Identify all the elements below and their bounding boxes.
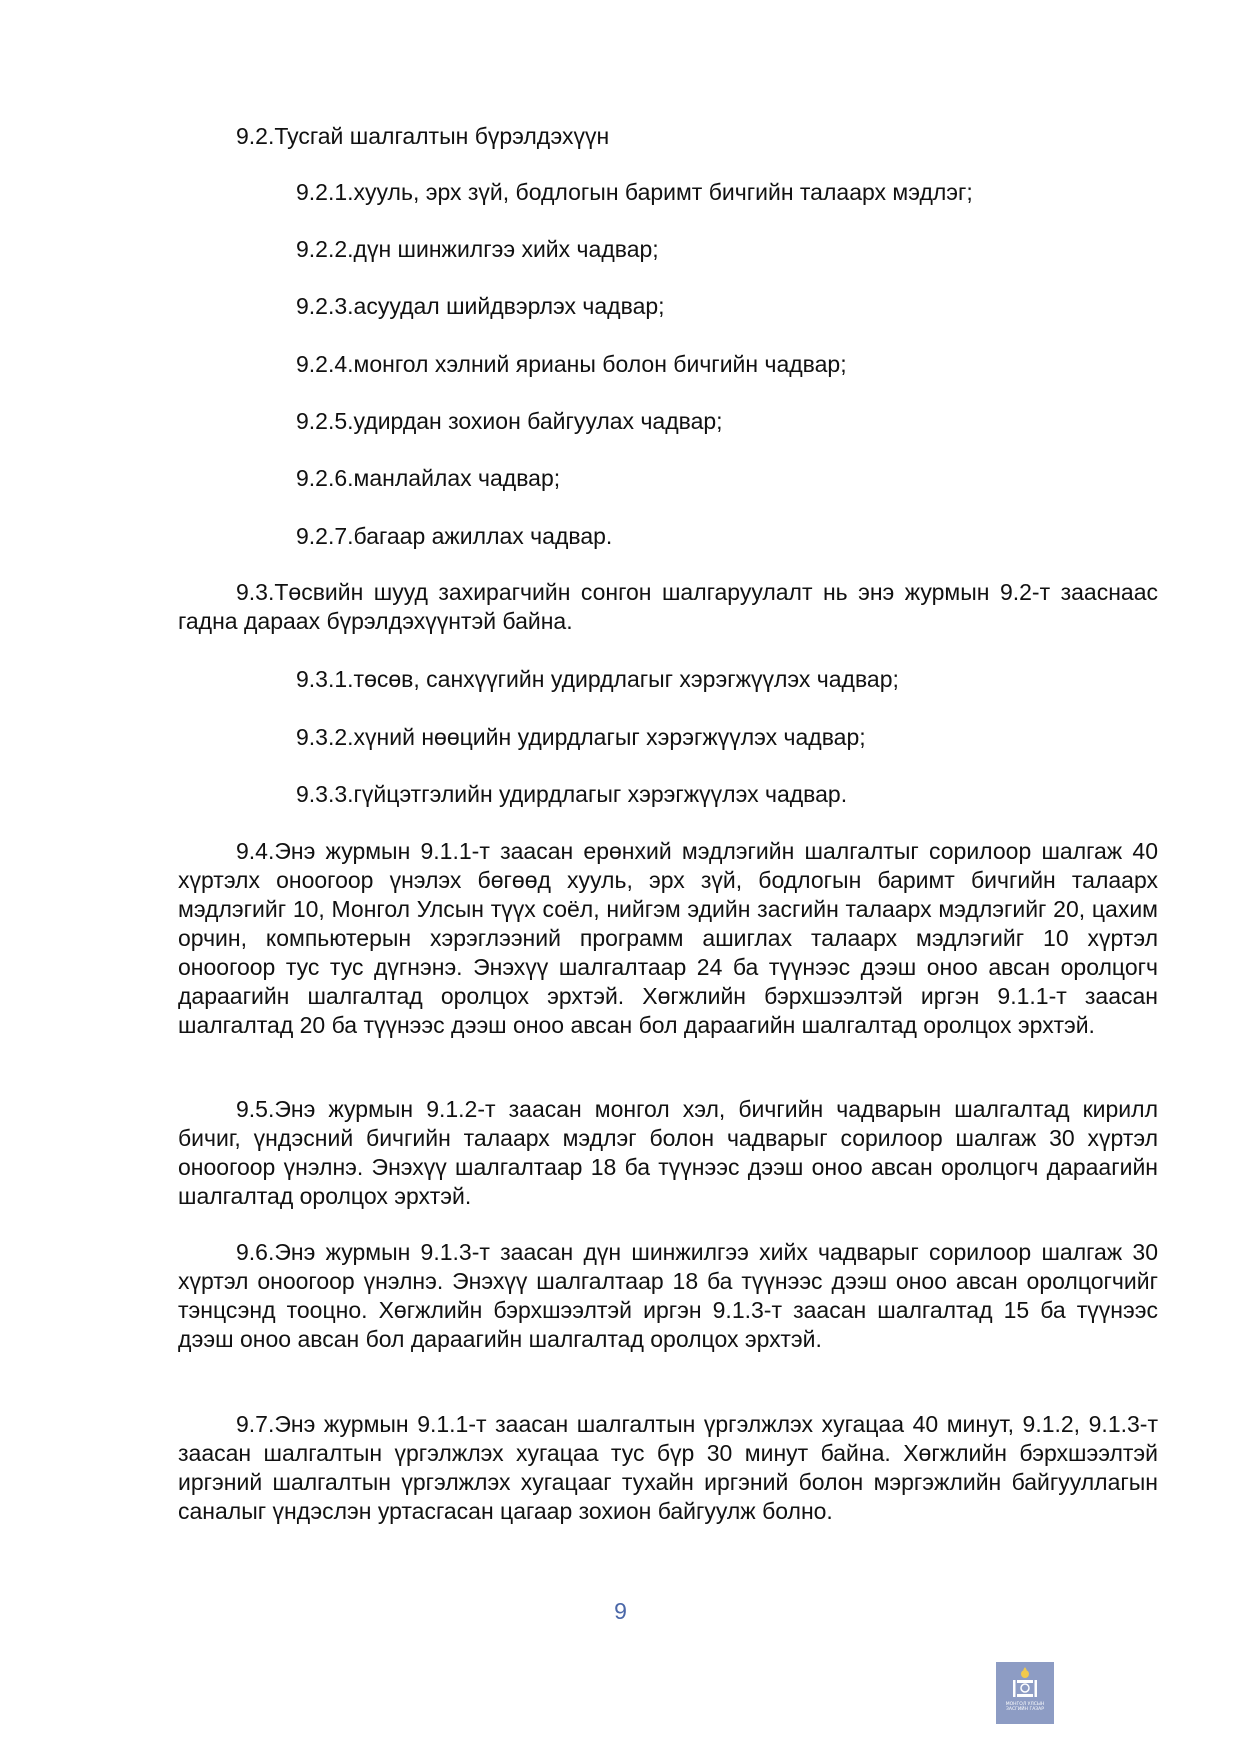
list-item-9-2-1: 9.2.1.хууль, эрх зүй, бодлогын баримт бичгийн талаарх мэдлэг;: [296, 179, 973, 205]
list-item-9-2-6: 9.2.6.манлайлах чадвар;: [296, 465, 561, 491]
paragraph-9-7: 9.7.Энэ журмын 9.1.1-т заасан шалгалтын үргэлжлэх хугацаа 40 минут, 9.1.2, 9.1.3-т заасан шалгалтын үргэлжлэх хугацаа тус бүр 30 минут байна. Хөгжлийн бэрхшээлтэй иргэний шалгалтын үргэлжлэх хугацааг тухайн иргэний болон мэргэжлийн байгууллагын саналыг үндэслэн уртасгасан цагаар зохион байгуулж болно.: [178, 1411, 1158, 1524]
logo-caption: МОНГОЛ УЛСЫН ЗАСГИЙН ГАЗАР: [1005, 1702, 1045, 1712]
section-heading-9-2: 9.2.Тусгай шалгалтын бүрэлдэхүүн: [236, 123, 610, 149]
list-item-9-2-3: 9.2.3.асуудал шийдвэрлэх чадвар;: [296, 293, 665, 319]
paragraph-9-4: 9.4.Энэ журмын 9.1.1-т заасан ерөнхий мэдлэгийн шалгалтыг сорилоор шалгаж 40 хүртэлх оноогоор үнэлэх бөгөөд хууль, эрх зүй, бодлогын баримт бичгийн талаарх мэдлэгийг 10, Монгол Улсын түүх соёл, нийгэм эдийн засгийн талаарх мэдлэгийг 20, цахим орчин, компьютерын хэрэглээний программ ашиглах талаарх мэдлэгийг 10 хүртэл оноогоор тус тус дүгнэнэ. Энэхүү шалгалтаар 24 ба түүнээс дээш оноо авсан оролцогч дараагийн шалгалтад оролцох эрхтэй. Хөгжлийн бэрхшээлтэй иргэн 9.1.1-т заасан шалгалтад 20 ба түүнээс дээш оноо авсан бол дараагийн шалгалтад оролцох эрхтэй.: [178, 838, 1158, 1038]
paragraph-9-6: 9.6.Энэ журмын 9.1.3-т заасан дүн шинжилгээ хийх чадварыг сорилоор шалгаж 30 хүртэл оноогоор үнэлнэ. Энэхүү шалгалтаар 18 ба түүнээс дээш оноо авсан оролцогчийг тэнцсэнд тооцно. Хөгжлийн бэрхшээлтэй иргэн 9.1.3-т заасан шалгалтад 15 ба түүнээс дээш оноо авсан бол дараагийн шалгалтад оролцох эрхтэй.: [178, 1239, 1158, 1352]
list-item-9-3-1: 9.3.1.төсөв, санхүүгийн удирдлагыг хэрэгжүүлэх чадвар;: [296, 666, 899, 692]
list-item-9-2-5: 9.2.5.удирдан зохион байгуулах чадвар;: [296, 408, 723, 434]
government-emblem-logo: [996, 1662, 1054, 1724]
list-item-9-2-7: 9.2.7.багаар ажиллах чадвар.: [296, 523, 613, 549]
soyombo-emblem-icon: [1007, 1666, 1043, 1700]
paragraph-9-5: 9.5.Энэ журмын 9.1.2-т заасан монгол хэл, бичгийн чадварын шалгалтад кирилл бичиг, үндэсний бичгийн талаарх мэдлэг болон чадварыг сорилоор шалгаж 30 хүртэл оноогоор үнэлнэ. Энэхүү шалгалтаар 18 ба түүнээс дээш оноо авсан оролцогч дараагийн шалгалтад оролцох эрхтэй.: [178, 1096, 1158, 1209]
list-item-9-3-2: 9.3.2.хүний нөөцийн удирдлагыг хэрэгжүүлэх чадвар;: [296, 724, 866, 750]
list-item-9-2-4: 9.2.4.монгол хэлний ярианы болон бичгийн чадвар;: [296, 351, 847, 377]
page-number: 9: [614, 1598, 627, 1624]
paragraph-9-3: 9.3.Төсвийн шууд захирагчийн сонгон шалгаруулалт нь энэ журмын 9.2-т зааснаас гадна дараах бүрэлдэхүүнтэй байна.: [178, 579, 1158, 634]
list-item-9-2-2: 9.2.2.дүн шинжилгээ хийх чадвар;: [296, 236, 659, 262]
list-item-9-3-3: 9.3.3.гүйцэтгэлийн удирдлагыг хэрэгжүүлэх чадвар.: [296, 781, 848, 807]
